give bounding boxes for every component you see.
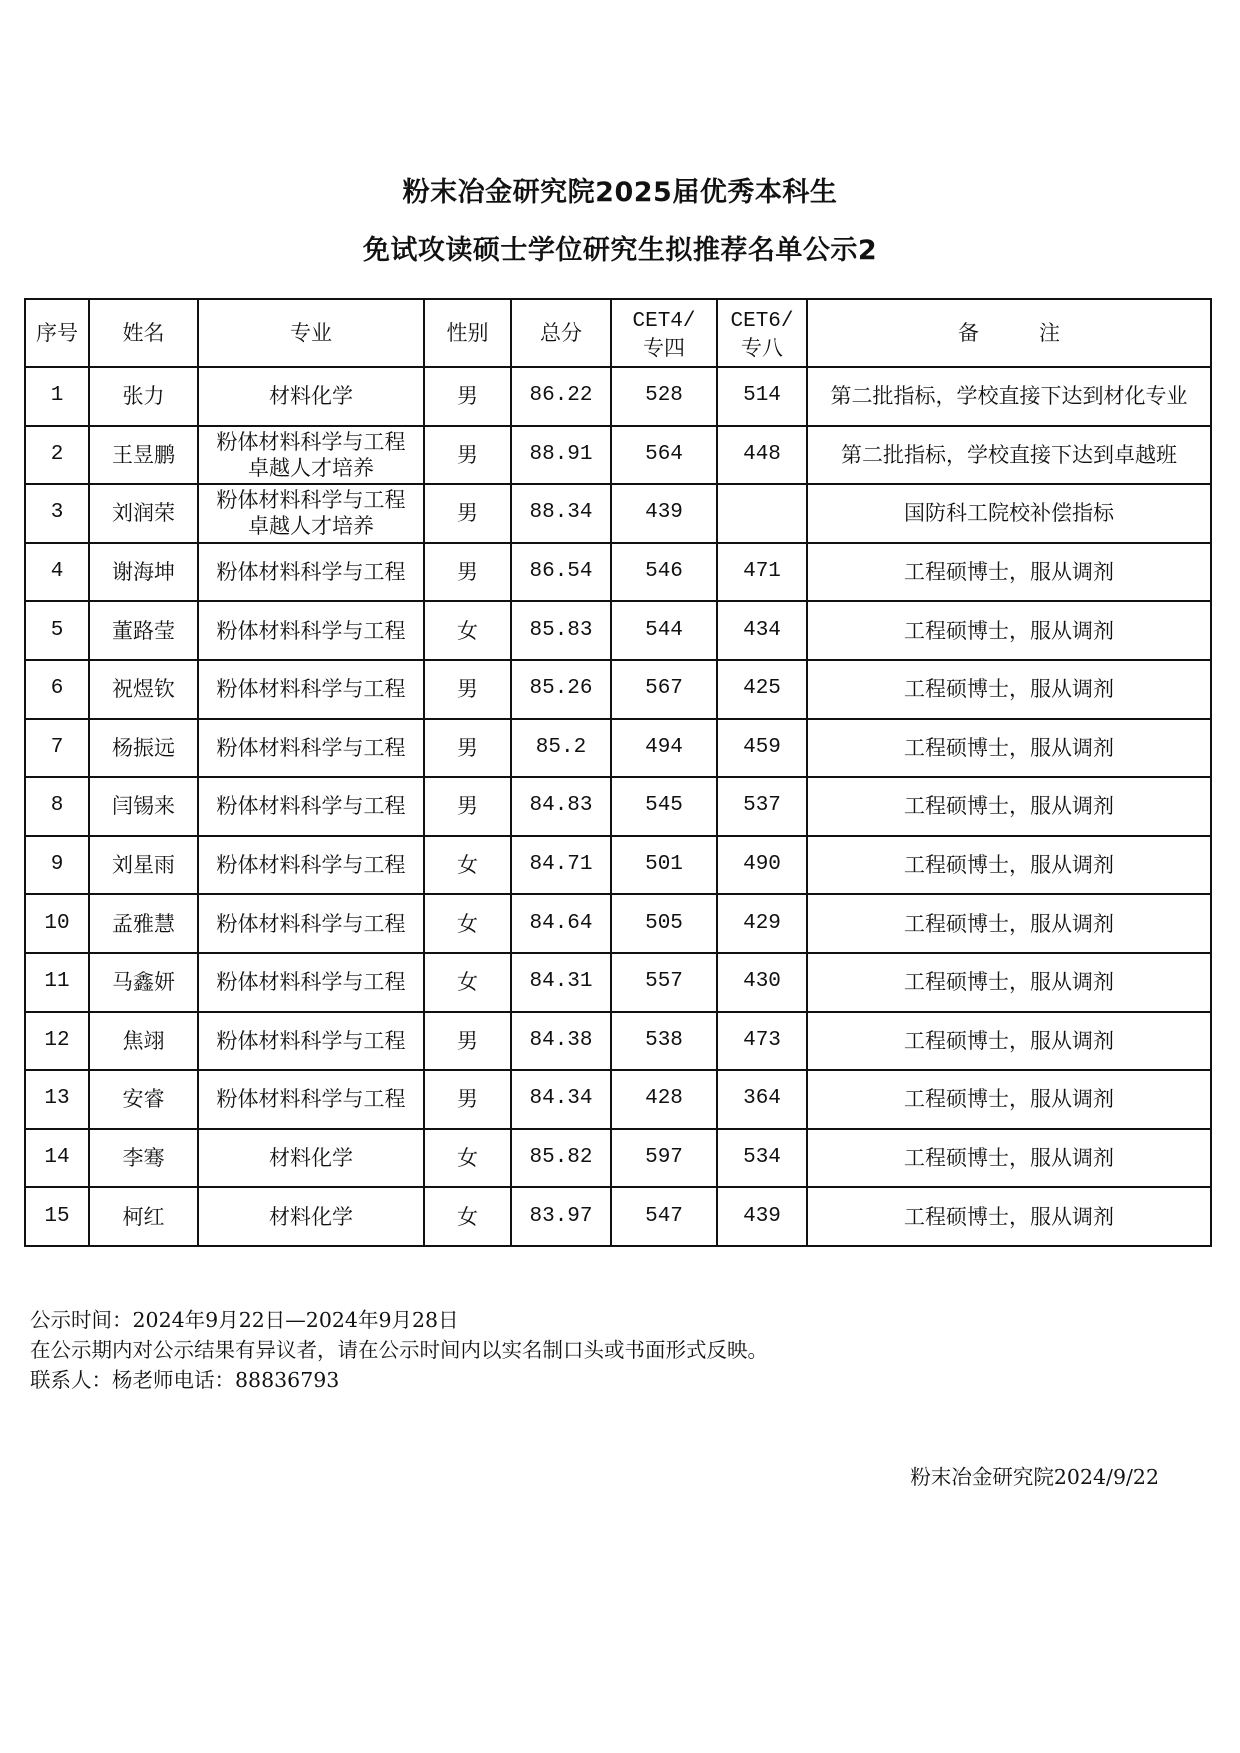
cell-cet6: 471 — [717, 543, 807, 602]
cell-major — [198, 836, 424, 895]
table-row — [25, 1187, 1211, 1246]
cell-name: 李骞 — [89, 1129, 198, 1188]
table-row — [25, 719, 1211, 778]
cell-total: 86.22 — [511, 367, 611, 426]
cell-index: 1 — [25, 367, 89, 426]
cell-total: 85.82 — [511, 1129, 611, 1188]
cell-major — [198, 1012, 424, 1071]
cell-gender: 女 — [424, 1129, 511, 1188]
cell-cet4: 597 — [611, 1129, 717, 1188]
cell-remark: 工程硕博士，服从调剂 — [807, 660, 1211, 719]
cell-remark: 第二批指标，学校直接下达到卓越班 — [807, 426, 1211, 485]
notice-objection: 在公示期内对公示结果有异议者，请在公示时间内以实名制口头或书面形式反映。 — [30, 1338, 768, 1362]
cell-name: 祝煜钦 — [89, 660, 198, 719]
cell-gender: 女 — [424, 601, 511, 660]
cell-remark: 工程硕博士，服从调剂 — [807, 1070, 1211, 1129]
table-row — [25, 367, 1211, 426]
cell-remark: 工程硕博士，服从调剂 — [807, 894, 1211, 953]
cell-total: 85.83 — [511, 601, 611, 660]
cell-major — [198, 953, 424, 1012]
cell-remark: 工程硕博士，服从调剂 — [807, 1187, 1211, 1246]
cell-cet4: 428 — [611, 1070, 717, 1129]
cell-cet6: 473 — [717, 1012, 807, 1071]
cell-gender: 男 — [424, 1012, 511, 1071]
cell-cet6: 430 — [717, 953, 807, 1012]
cell-name: 马鑫妍 — [89, 953, 198, 1012]
cell-cet4: 557 — [611, 953, 717, 1012]
cell-index: 8 — [25, 777, 89, 836]
cell-gender: 男 — [424, 426, 511, 485]
major-line1: 粉体材料科学与工程 — [216, 488, 406, 513]
header-cet4-line1: CET4/ — [632, 309, 696, 333]
cell-cet4: 546 — [611, 543, 717, 602]
cell-index: 4 — [25, 543, 89, 602]
notice-contact: 联系人：杨老师电话：88836793 — [30, 1368, 340, 1392]
major-line1: 材料化学 — [269, 384, 353, 409]
cell-gender: 男 — [424, 543, 511, 602]
cell-major — [198, 367, 424, 426]
cell-gender: 女 — [424, 953, 511, 1012]
cell-name: 闫锡来 — [89, 777, 198, 836]
major-line1: 粉体材料科学与工程 — [216, 429, 406, 454]
cell-remark: 工程硕博士，服从调剂 — [807, 777, 1211, 836]
cell-gender: 女 — [424, 1187, 511, 1246]
header-remark-part1: 备 — [958, 321, 979, 345]
cell-remark: 工程硕博士，服从调剂 — [807, 719, 1211, 778]
header-index: 序号 — [25, 299, 89, 367]
cell-cet6: 534 — [717, 1129, 807, 1188]
cell-cet4: 501 — [611, 836, 717, 895]
header-cet6 — [717, 299, 807, 367]
cell-total: 84.31 — [511, 953, 611, 1012]
cell-index: 12 — [25, 1012, 89, 1071]
cell-cet4: 538 — [611, 1012, 717, 1071]
table-row — [25, 484, 1211, 543]
cell-name: 刘星雨 — [89, 836, 198, 895]
cell-index: 11 — [25, 953, 89, 1012]
cell-remark: 工程硕博士，服从调剂 — [807, 836, 1211, 895]
cell-cet6: 514 — [717, 367, 807, 426]
major-line1: 粉体材料科学与工程 — [216, 735, 406, 760]
major-line1: 粉体材料科学与工程 — [216, 970, 406, 995]
notice-period: 公示时间：2024年9月22日—2024年9月28日 — [30, 1308, 459, 1332]
cell-total: 88.91 — [511, 426, 611, 485]
header-gender: 性别 — [424, 299, 511, 367]
cell-total: 84.83 — [511, 777, 611, 836]
table-row — [25, 543, 1211, 602]
header-total: 总分 — [511, 299, 611, 367]
cell-cet4: 505 — [611, 894, 717, 953]
cell-name: 焦翊 — [89, 1012, 198, 1071]
table-row — [25, 894, 1211, 953]
document-title-line1: 粉末冶金研究院2025届优秀本科生 — [402, 177, 838, 208]
header-cet6-line2: 专八 — [741, 335, 783, 360]
cell-cet6: 459 — [717, 719, 807, 778]
major-line1: 粉体材料科学与工程 — [216, 560, 406, 585]
cell-major — [198, 1187, 424, 1246]
cell-total: 84.34 — [511, 1070, 611, 1129]
cell-index: 3 — [25, 484, 89, 543]
cell-remark: 国防科工院校补偿指标 — [807, 484, 1211, 543]
cell-index: 6 — [25, 660, 89, 719]
cell-total: 84.38 — [511, 1012, 611, 1071]
table-row — [25, 1070, 1211, 1129]
cell-gender: 女 — [424, 836, 511, 895]
cell-index: 14 — [25, 1129, 89, 1188]
table-row — [25, 601, 1211, 660]
cell-gender: 男 — [424, 660, 511, 719]
cell-cet4: 528 — [611, 367, 717, 426]
cell-cet6: 448 — [717, 426, 807, 485]
cell-name: 王昱鹏 — [89, 426, 198, 485]
table-row — [25, 777, 1211, 836]
cell-cet6: 490 — [717, 836, 807, 895]
major-line1: 粉体材料科学与工程 — [216, 618, 406, 643]
cell-remark: 工程硕博士，服从调剂 — [807, 1012, 1211, 1071]
cell-total: 83.97 — [511, 1187, 611, 1246]
major-line1: 粉体材料科学与工程 — [216, 794, 406, 819]
signature: 粉末冶金研究院2024/9/22 — [910, 1465, 1159, 1489]
major-line1: 材料化学 — [269, 1146, 353, 1171]
notice-block — [30, 1305, 768, 1395]
cell-gender: 男 — [424, 1070, 511, 1129]
table-row — [25, 836, 1211, 895]
cell-index: 7 — [25, 719, 89, 778]
cell-index: 2 — [25, 426, 89, 485]
cell-gender: 男 — [424, 484, 511, 543]
cell-cet6: 364 — [717, 1070, 807, 1129]
cell-cet4: 567 — [611, 660, 717, 719]
header-remark-part2: 注 — [1039, 321, 1060, 345]
cell-total: 84.64 — [511, 894, 611, 953]
cell-gender: 男 — [424, 719, 511, 778]
table-row — [25, 1129, 1211, 1188]
header-cet6-line1: CET6/ — [730, 309, 794, 333]
header-name: 姓名 — [89, 299, 198, 367]
cell-cet4: 494 — [611, 719, 717, 778]
table-header-row — [25, 299, 1211, 367]
cell-remark: 第二批指标，学校直接下达到材化专业 — [807, 367, 1211, 426]
cell-remark: 工程硕博士，服从调剂 — [807, 953, 1211, 1012]
cell-index: 13 — [25, 1070, 89, 1129]
cell-name: 张力 — [89, 367, 198, 426]
cell-major — [198, 777, 424, 836]
recommendation-table — [24, 298, 1212, 1247]
cell-cet4: 545 — [611, 777, 717, 836]
cell-index: 5 — [25, 601, 89, 660]
cell-cet6: 537 — [717, 777, 807, 836]
cell-gender: 男 — [424, 367, 511, 426]
cell-index: 15 — [25, 1187, 89, 1246]
cell-remark: 工程硕博士，服从调剂 — [807, 543, 1211, 602]
cell-total: 85.26 — [511, 660, 611, 719]
cell-major — [198, 426, 424, 485]
cell-major — [198, 894, 424, 953]
major-line2: 卓越人才培养 — [248, 455, 374, 480]
cell-major — [198, 484, 424, 543]
cell-remark: 工程硕博士，服从调剂 — [807, 1129, 1211, 1188]
cell-name: 孟雅慧 — [89, 894, 198, 953]
cell-cet4: 564 — [611, 426, 717, 485]
cell-major — [198, 601, 424, 660]
header-major: 专业 — [198, 299, 424, 367]
major-line1: 材料化学 — [269, 1204, 353, 1229]
cell-major — [198, 719, 424, 778]
cell-name: 刘润荣 — [89, 484, 198, 543]
cell-cet6: 425 — [717, 660, 807, 719]
major-line1: 粉体材料科学与工程 — [216, 853, 406, 878]
cell-name: 柯红 — [89, 1187, 198, 1246]
cell-gender: 男 — [424, 777, 511, 836]
document-title-line2: 免试攻读硕士学位研究生拟推荐名单公示2 — [362, 235, 878, 266]
cell-index: 9 — [25, 836, 89, 895]
cell-cet6: 439 — [717, 1187, 807, 1246]
cell-remark: 工程硕博士，服从调剂 — [807, 601, 1211, 660]
cell-total: 85.2 — [511, 719, 611, 778]
cell-cet4: 547 — [611, 1187, 717, 1246]
cell-major — [198, 543, 424, 602]
cell-major — [198, 660, 424, 719]
cell-cet4: 544 — [611, 601, 717, 660]
major-line2: 卓越人才培养 — [248, 514, 374, 539]
cell-name: 安睿 — [89, 1070, 198, 1129]
cell-cet4: 439 — [611, 484, 717, 543]
major-line1: 粉体材料科学与工程 — [216, 677, 406, 702]
major-line1: 粉体材料科学与工程 — [216, 911, 406, 936]
cell-major — [198, 1129, 424, 1188]
cell-cet6: 429 — [717, 894, 807, 953]
cell-total: 84.71 — [511, 836, 611, 895]
major-line1: 粉体材料科学与工程 — [216, 1087, 406, 1112]
cell-major — [198, 1070, 424, 1129]
cell-total: 88.34 — [511, 484, 611, 543]
major-line1: 粉体材料科学与工程 — [216, 1028, 406, 1053]
table-row — [25, 426, 1211, 485]
header-cet4-line2: 专四 — [643, 335, 685, 360]
cell-cet6 — [717, 484, 807, 543]
cell-name: 董路莹 — [89, 601, 198, 660]
cell-total: 86.54 — [511, 543, 611, 602]
header-remark — [807, 299, 1211, 367]
cell-name: 杨振远 — [89, 719, 198, 778]
table-row — [25, 660, 1211, 719]
cell-gender: 女 — [424, 894, 511, 953]
table-row — [25, 953, 1211, 1012]
cell-cet6: 434 — [717, 601, 807, 660]
cell-name: 谢海坤 — [89, 543, 198, 602]
table-row — [25, 1012, 1211, 1071]
cell-index: 10 — [25, 894, 89, 953]
header-cet4 — [611, 299, 717, 367]
